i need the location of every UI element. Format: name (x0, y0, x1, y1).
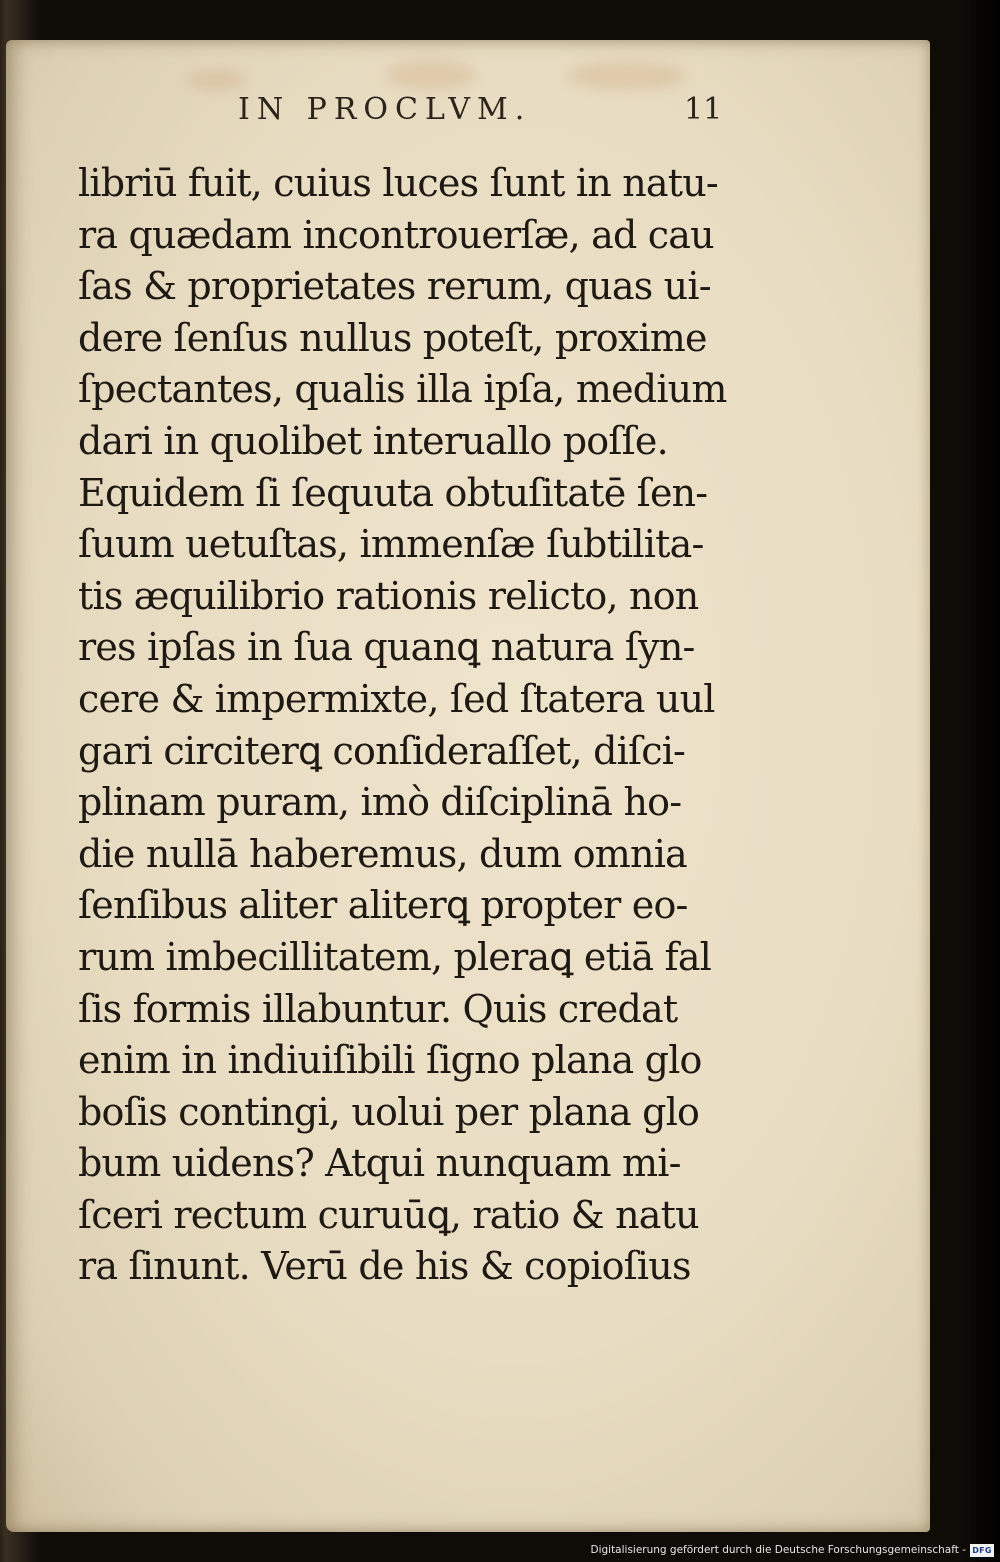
page-stain (566, 62, 686, 90)
text-line: libriū fuit, cuius luces ſunt in natu- (78, 161, 718, 205)
text-line: die nullā haberemus, dum omnia (78, 831, 687, 876)
text-line: boſis contingi, uolui per plana glo (78, 1089, 700, 1134)
text-line: ra ſinunt. Verū de his & copioſius (78, 1244, 691, 1289)
digitization-footer (590, 1542, 994, 1558)
text-line: enim in indiuiſibili ſigno plana glo (78, 1038, 702, 1083)
text-line: plinam puram, imò diſciplinā ho- (78, 780, 682, 825)
running-head: IN PROCLVM. (238, 92, 532, 127)
text-line: dari in quolibet interuallo poſſe. (78, 418, 668, 463)
text-line: ſis formis illabuntur. Quis credat (78, 986, 678, 1031)
text-line: gari circiterꝗ conſideraſſet, diſci- (78, 728, 686, 773)
text-line: Equidem ſi ſequuta obtuſitatē ſen- (78, 470, 708, 515)
page-stain (186, 70, 246, 90)
text-line: ſenſibus aliter aliterꝗ propter eo- (78, 883, 688, 928)
text-line: res ipſas in ſua quanꝗ natura ſyn- (78, 625, 695, 670)
funding-credit: Digitalisierung gefördert durch die Deutsche Forschungsgemeinschaft - (590, 1544, 966, 1556)
text-line: tis æquilibrio rationis relicto, non (78, 573, 699, 618)
text-line: ra quædam incontrouerſæ, ad cau (78, 212, 714, 257)
folio-number: 11 (684, 92, 723, 127)
text-line: ſuum uetuſtas, immenſæ ſubtilita- (78, 522, 704, 567)
dfg-logo: DFG (970, 1544, 994, 1557)
text-line: ſpectantes, qualis illa ipſa, medium (78, 367, 727, 412)
text-line: ſas & proprietates rerum, quas ui- (78, 264, 711, 309)
text-line: cere & impermixte, ſed ſtatera uul (78, 676, 715, 721)
body-text (78, 158, 728, 1293)
page-stain (386, 60, 476, 90)
text-line: dere ſenſus nullus poteſt, proxime (78, 315, 707, 360)
text-line: bum uidens? Atqui nunquam mi- (78, 1141, 681, 1186)
text-line: rum imbecillitatem, pleraꝗ etiā fal (78, 934, 712, 979)
text-line: ſceri rectum curuūꝗ, ratio & natu (78, 1192, 699, 1237)
